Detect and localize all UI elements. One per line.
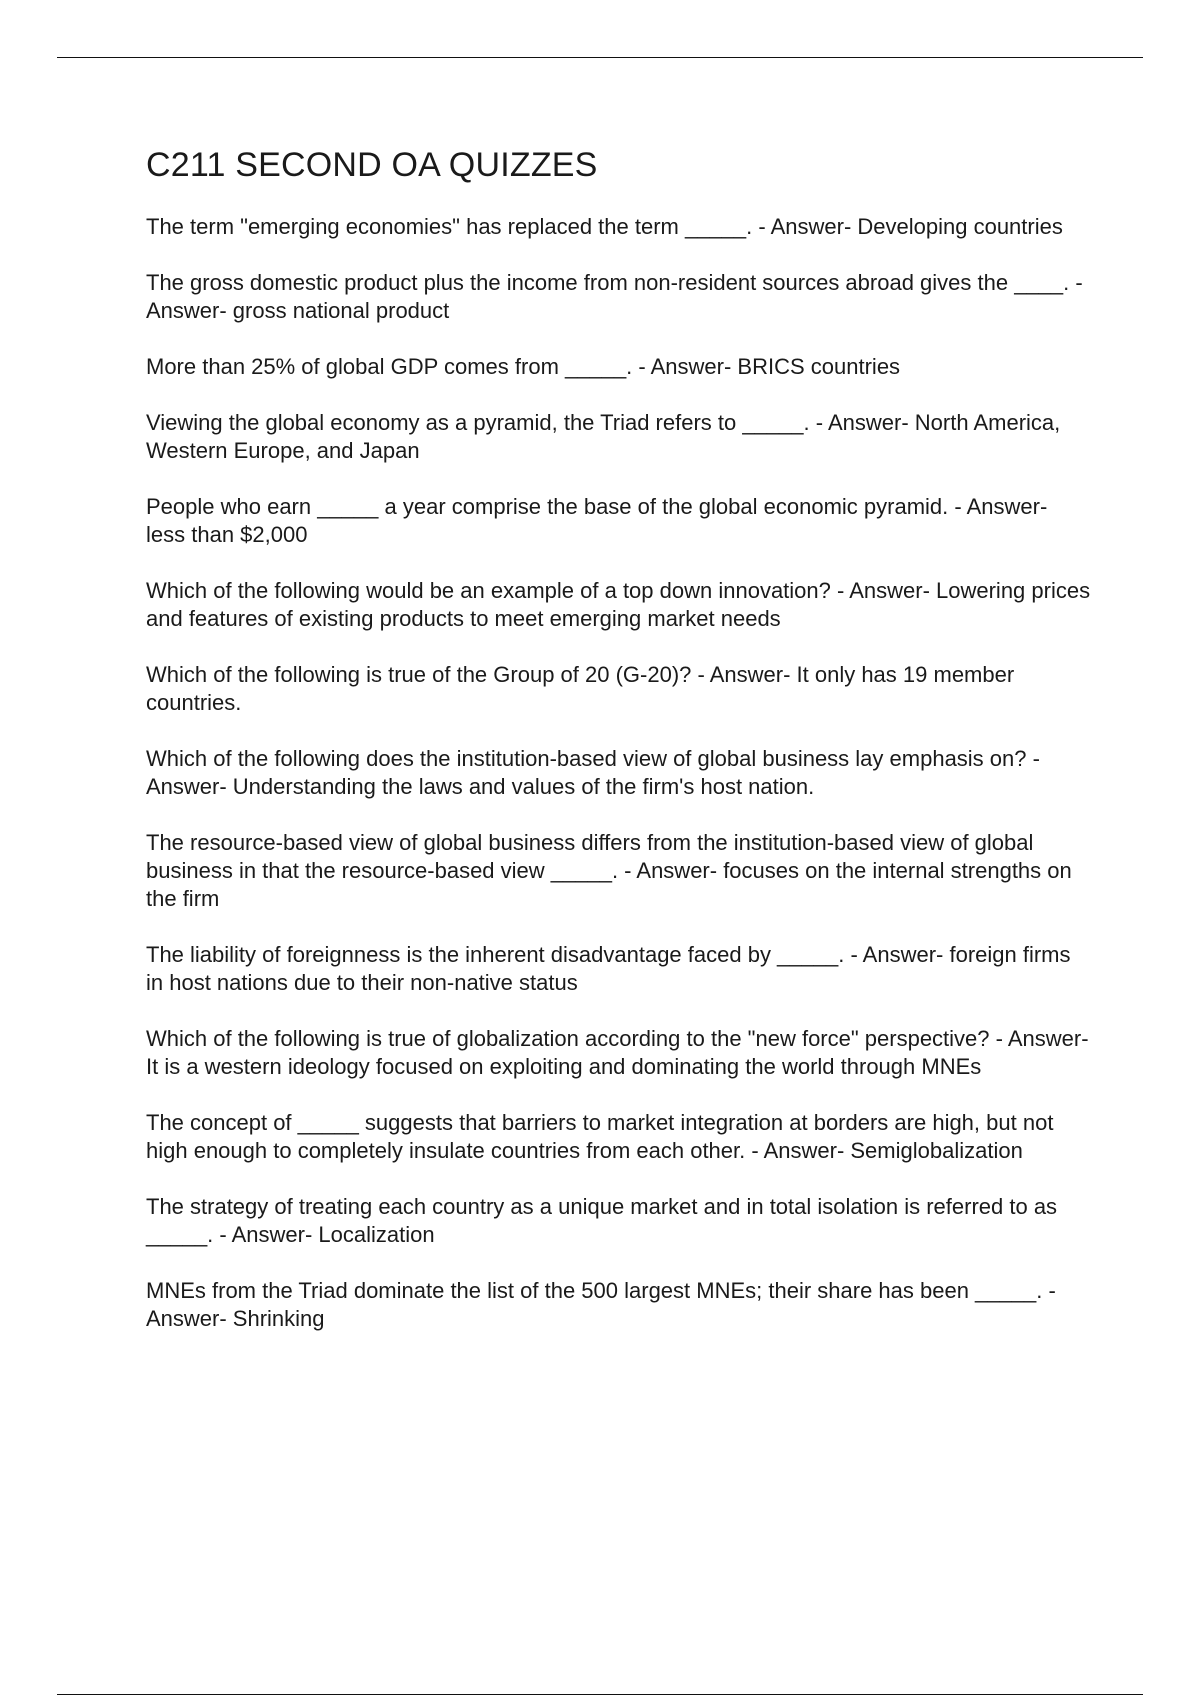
qa-item: Which of the following would be an example of a top down innovation? - Answer- Lowering prices and features of existing products to meet emerging market needs <box>146 578 1091 631</box>
qa-item: Which of the following is true of globalization according to the "new force" perspective? - Answer- It is a western ideology focused on exploiting and dominating the world through MNEs <box>146 1026 1089 1079</box>
qa-item: The concept of _____ suggests that barriers to market integration at borders are high, but not high enough to completely insulate countries from each other. - Answer- Semiglobalization <box>146 1110 1054 1163</box>
qa-item: Which of the following does the institution-based view of global business lay emphasis on? - Answer- Understanding the laws and values of the firm's host nation. <box>146 746 1040 799</box>
qa-item: The liability of foreignness is the inherent disadvantage faced by _____. - Answer- foreign firms in host nations due to their non-native status <box>146 942 1071 995</box>
qa-item: Viewing the global economy as a pyramid, the Triad refers to _____. - Answer- North America, Western Europe, and Japan <box>146 410 1061 463</box>
qa-item: The strategy of treating each country as a unique market and in total isolation is referred to as _____. - Answer- Localization <box>146 1194 1058 1247</box>
bottom-rule <box>57 1694 1143 1695</box>
document-body <box>146 143 1091 1361</box>
qa-item: The gross domestic product plus the income from non-resident sources abroad gives the ____. - Answer- gross national product <box>146 270 1083 323</box>
qa-item: The term "emerging economies" has replaced the term _____. - Answer- Developing countries <box>146 214 1063 239</box>
qa-item: MNEs from the Triad dominate the list of the 500 largest MNEs; their share has been _____. - Answer- Shrinking <box>146 1278 1056 1331</box>
qa-item: More than 25% of global GDP comes from _____. - Answer- BRICS countries <box>146 354 901 379</box>
top-rule <box>57 57 1143 58</box>
qa-item: Which of the following is true of the Group of 20 (G-20)? - Answer- It only has 19 member countries. <box>146 662 1015 715</box>
qa-item: People who earn _____ a year comprise the base of the global economic pyramid. - Answer- less than $2,000 <box>146 494 1048 547</box>
document-title: C211 SECOND OA QUIZZES <box>146 146 598 184</box>
qa-item: The resource-based view of global business differs from the institution-based view of global business in that the resource-based view _____. - Answer- focuses on the internal strengths on the firm <box>146 830 1072 911</box>
